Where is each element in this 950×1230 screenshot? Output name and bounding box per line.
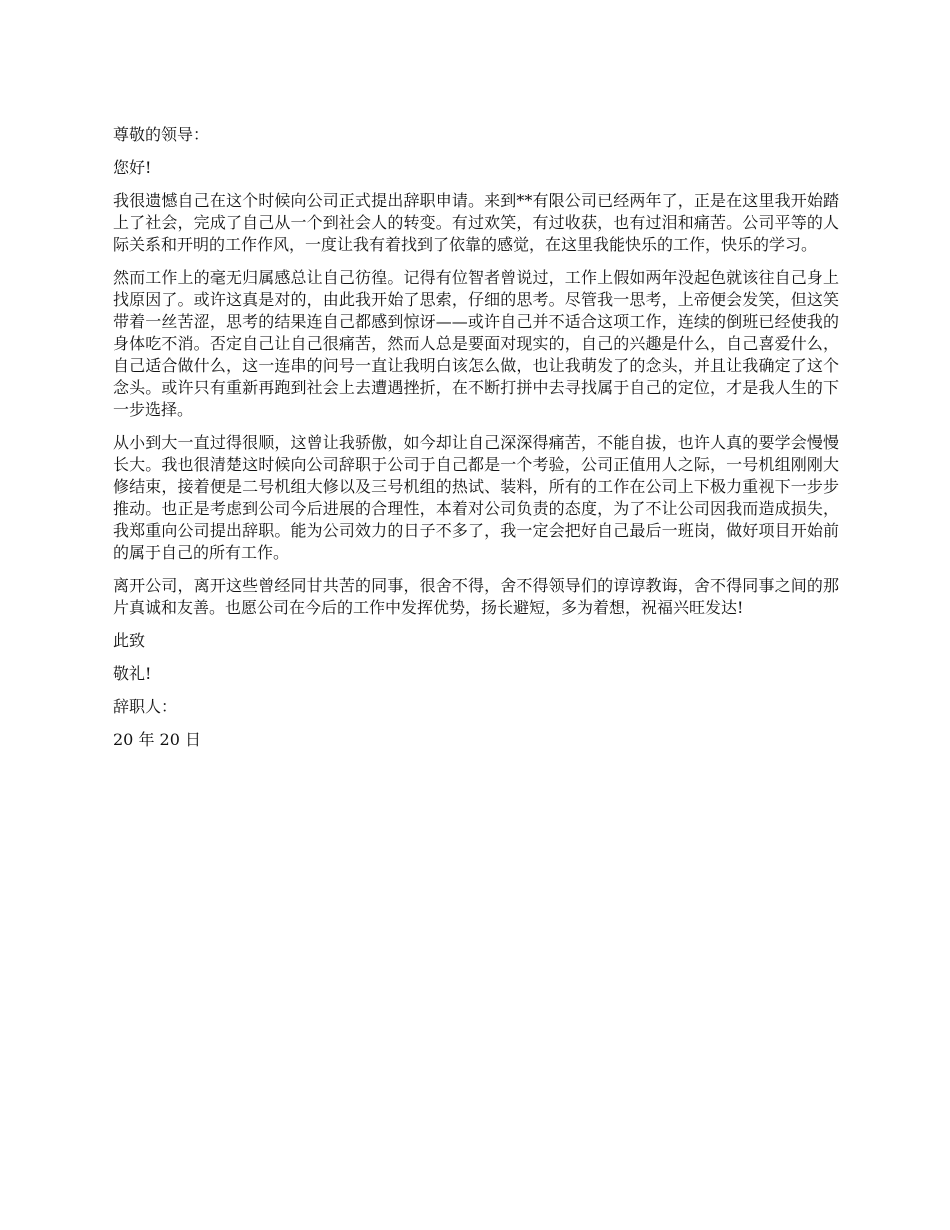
regards: 敬礼! [113, 664, 152, 683]
resignation-letter [113, 124, 839, 762]
salutation: 尊敬的领导： [113, 125, 210, 144]
body-paragraph-1: 我很遗憾自己在这个时候向公司正式提出辞职申请。来到**有限公司已经两年了，正是在这里我开始踏上了社会，完成了自己从一个到社会人的转变。有过欢笑，有过收获，也有过泪和痛苦。公司平等的人际关系和开明的工作作风，一度让我有着找到了依靠的感觉，在这里我能快乐的工作，快乐的学习。 [113, 191, 839, 254]
signature-label: 辞职人： [113, 697, 178, 716]
body-paragraph-4: 离开公司，离开这些曾经同甘共苦的同事，很舍不得，舍不得领导们的谆谆教诲，舍不得同事之间的那片真诚和友善。也愿公司在今后的工作中发挥优势，扬长避短，多为着想，祝福兴旺发达! [113, 576, 839, 617]
body-paragraph-3: 从小到大一直过得很顺，这曾让我骄傲，如今却让自己深深得痛苦，不能自拔，也许人真的要学会慢慢长大。我也很清楚这时候向公司辞职于公司于自己都是一个考验，公司正值用人之际，一号机组刚刚大修结束，接着便是二号机组大修以及三号机组的热试、装料，所有的工作在公司上下极力重视下一步步推动。也正是考虑到公司今后进展的合理性，本着对公司负责的态度，为了不让公司因我而造成损失，我郑重向公司提出辞职。能为公司效力的日子不多了，我一定会把好自己最后一班岗，做好项目开始前的属于自己的所有工作。 [113, 433, 839, 562]
greeting: 您好! [113, 158, 152, 177]
body-paragraph-2: 然而工作上的毫无归属感总让自己彷徨。记得有位智者曾说过，工作上假如两年没起色就该往自己身上找原因了。或许这真是对的，由此我开始了思索，仔细的思考。尽管我一思考，上帝便会发笑，但这笑带着一丝苦涩，思考的结果连自己都感到惊讶——或许自己并不适合这项工作，连续的倒班已经使我的身体吃不消。否定自己让自己很痛苦，然而人总是要面对现实的，自己的兴趣是什么，自己喜爱什么，自己适合做什么，这一连串的问号一直让我明白该怎么做，也让我萌发了的念头，并且让我确定了这个念头。或许只有重新再跑到社会上去遭遇挫折，在不断打拼中去寻找属于自己的定位，才是我人生的下一步选择。 [113, 268, 839, 419]
date: 20 年 20 日 [113, 730, 201, 749]
closing: 此致 [113, 631, 146, 650]
